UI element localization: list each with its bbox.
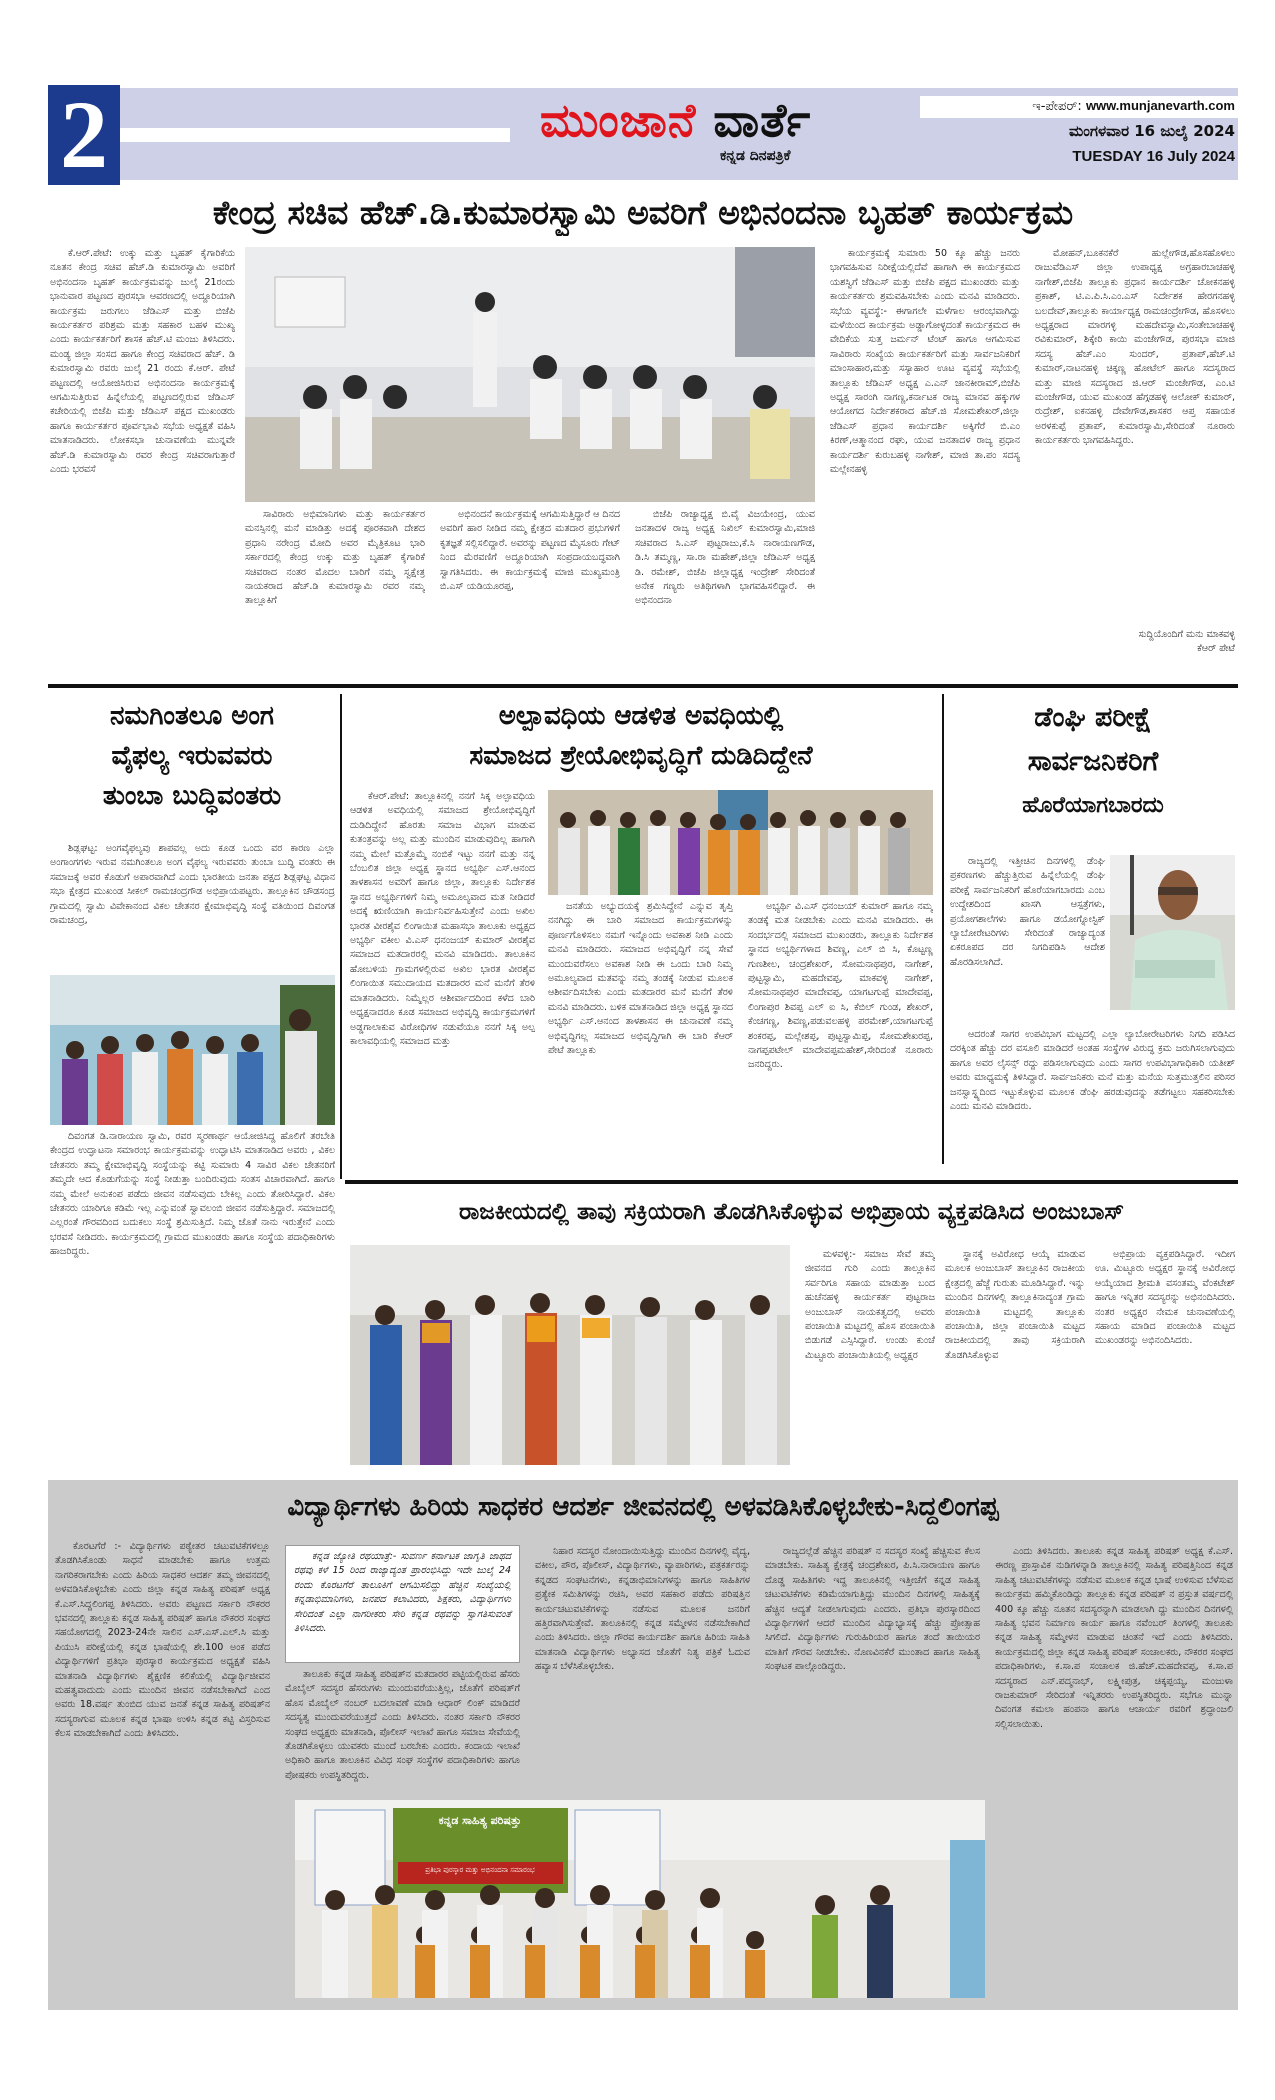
paragraph: ತಾಲೂಕು ಕನ್ನಡ ಸಾಹಿತ್ಯ ಪರಿಷತ್‌ನ ಮತದಾರರ ಪಟ್ಟಿಯಲ್ಲಿರುವ ಹೆಸರು ಮೊಬೈಲ್‌ ಸದಸ್ಯರ ಹೆಸರುಗಳು ಮುಂದುವರೆಯುತ್ತಿಲ್ಲ, ಜೊತೆಗೆ ಪರಿಷತ್‌ಗೆ ಹೊಸ ಮೊಬೈಲ್ ನಂಬರ್ ಬದಲಾವಣೆ ಮಾಡಿ ಆಧಾರ್ ಲಿಂಕ್ ಮಾಡಿದರೆ ಸದಸ್ಯತ್ವ ಮುಂದುವರೆಯುತ್ತದೆ ಎಂದು ತಿಳಿಸಿದರು. ನಂತರ ಸರ್ಕಾರಿ ನೌಕರರ ಸಂಘದ ಅಧ್ಯಕ್ಷರು ಮಾತನಾಡಿ, ಪೊಲೀಸ್ ಇಲಾಖೆ ಹಾಗೂ ಸಮಾಜ ಸೇವೆಯಲ್ಲಿ ತೊಡಗಿಕೊಳ್ಳಲು ಯುವಕರು ಮುಂದೆ ಬರಬೇಕು ಎಂದರು. ಕಂದಾಯ ಇಲಾಖೆ ಅಧಿಕಾರಿ ಹಾಗೂ ತಾಲೂಕಿನ ವಿವಿಧ ಸಂಘ ಸಂಸ್ಥೆಗಳ ಪದಾಧಿಕಾರಿಗಳು ಹಾಗೂ ಪೋಷಕರು ಉಪಸ್ಥಿತರಿದ್ದರು. bbox=[285, 1669, 520, 1781]
epaper-link[interactable] bbox=[1032, 98, 1235, 114]
paragraph: ಮಳವಳ್ಳಿ:- ಸಮಾಜ ಸೇವೆ ತಮ್ಮ ಜೀವನದ ಗುರಿ ಎಂದು ತಾಲ್ಲೂಕಿನ ಸರ್ವರಿಗೂ ಸಹಾಯ ಮಾಡುತ್ತಾ ಬಂದ ಹುಚೆನಹಳ್ಳಿ ಕಾರ್ಯಕರ್ತ ಪುಟ್ಟರಾಜ ಅಂಜುಬಾಸ್ ನಾಯಕತ್ವದಲ್ಲಿ ಅವರು ಪಂಚಾಯಿತಿ ಮಟ್ಟದಲ್ಲಿ ಹೊಸ ಪಂಚಾಯಿತಿ ಬಿಡುಗಡೆ ಎಸ್ಸಿಸಿದ್ದಾರೆ. ಉಂಡು ಕುಂಚೆ ಮಿಟ್ಟೂರು ಪಂಚಾಯಿತಿಯಲ್ಲಿ ಅಧ್ಯಕ್ಷರ bbox=[805, 1249, 935, 1361]
paragraph: ಕೊರಟಗೆರೆ :- ವಿದ್ಯಾರ್ಥಿಗಳು ಪಠ್ಯೇತರ ಚಟುವಟಿಕೆಗಳಲ್ಲೂ ತೊಡಗಿಸಿಕೊಂಡು ಸಾಧನೆ ಮಾಡಬೇಕು ಹಾಗೂ ಉತ್ತಮ ನಾಗರಿಕರಾಗಬೇಕು ಎಂದು ಹಿರಿಯ ಸಾಧಕರ ಆದರ್ಶ ತಮ್ಮ ಜೀವನದಲ್ಲಿ ಅಳವಡಿಸಿಕೊಳ್ಳಬೇಕು ಎಂದು ಜಿಲ್ಲಾ ಕನ್ನಡ ಸಾಹಿತ್ಯ ಪರಿಷತ್ ಅಧ್ಯಕ್ಷ ಕೆ.ಎಸ್.ಸಿದ್ದಲಿಂಗಪ್ಪ ತಿಳಿಸಿದರು. ಅವರು ಪಟ್ಟಣದ ಸರ್ಕಾರಿ ನೌಕರರ ಭವನದಲ್ಲಿ ತಾಲ್ಲೂಕು ಕನ್ನಡ ಸಾಹಿತ್ಯ ಪರಿಷತ್ ಹಾಗೂ ನೌಕರರ ಸಂಘದ ಸಹಯೋಗದಲ್ಲಿ 2023-24ನೇ ಸಾಲಿನ ಎಸ್.ಎಸ್.ಎಲ್.ಸಿ ಮತ್ತು ಪಿಯುಸಿ ಪರೀಕ್ಷೆಯಲ್ಲಿ ಕನ್ನಡ ಭಾಷೆಯಲ್ಲಿ ಶೇ.100 ಅಂಕ ಪಡೆದ ವಿದ್ಯಾರ್ಥಿಗಳಿಗೆ ಪ್ರತಿಭಾ ಪುರಸ್ಕಾರ ಕಾರ್ಯಕ್ರಮದ ಅಧ್ಯಕ್ಷತೆ ವಹಿಸಿ ಮಾತನಾಡಿ ವಿದ್ಯಾರ್ಥಿಗಳು ಶೈಕ್ಷಣಿಕ ಕಲಿಕೆಯಲ್ಲಿ ವಿದ್ಯಾರ್ಥಿಜೀವನ ಮಹತ್ವವಾದುದು ಎಂದು ಮುಂದಿನ ಜೀವನ ನಡೆಸಬೇಕಾಗಿದೆ ಎಂದ ಅವರು 18.ವರ್ಷ ತುಂಬಿದ ಯುವ ಜನತೆ ಕನ್ನಡ ಸಾಹಿತ್ಯ ಪರಿಷತ್‌ನ ಸದಸ್ಯರಾಗುವ ಮೂಲಕ ಕನ್ನಡ ಭಾಷಾ ಉಳಿಸಿ ಕನ್ನಡ ಕಟ್ಟಿ ವಿಸ್ತರಿಸುವ ಕೆಲಸ ಮಾಡಬೇಕಾಗಿದೆ ಎಂದು ತಿಳಿಸಿದರು. bbox=[55, 1541, 270, 1740]
paragraph: ಶಿಡ್ಲಘಟ್ಟ: ಅಂಗವೈಫಲ್ಯವು ಶಾಪವಲ್ಲ ಅದು ಕೂಡ ಒಂದು ವರ ಕಾರಣ ಎಲ್ಲಾ ಅಂಗಾಂಗಗಳು ಇರುವ ನಮಗಿಂತಲೂ ಅಂಗ ವೈಫಲ್ಯ ಇರುವವರು ತುಂಬಾ ಬುದ್ಧಿ ವಂತರು ಈ ಸಮಾಜಕ್ಕೆ ಅವರ ಕೊಡುಗೆ ಅಪಾರವಾಗಿದೆ ಎಂದು ಭಾರತೀಯ ಜನತಾ ಪಕ್ಷದ ಶಿಡ್ಲಘಟ್ಟ ವಿಧಾನ ಸಭಾ ಕ್ಷೇತ್ರದ ಮುಖಂಡ ಸೀಕಲ್ ರಾಮಚಂದ್ರಗೌಡ ಅಭಿಪ್ರಾಯಪಟ್ಟರು. ತಾಲ್ಲೂಕಿನ ಚೌಡಸಂದ್ರ ಗ್ರಾಮದಲ್ಲಿ ಸ್ವಾಮಿ ವಿವೇಕಾನಂದ ವಿಕಲ ಚೇತನರ ಕ್ಷೇಮಾಭಿವೃದ್ಧಿ ಸಂಸ್ಥೆ ವತಿಯಿಂದ ದಿವಂಗತ ರಾಮಚಂದ್ರ, bbox=[50, 843, 335, 927]
article-kumaraswamy-col6 bbox=[1035, 247, 1235, 625]
paragraph: ರಾಜ್ಯದಲ್ಲಿ ಇತ್ತೀಚಿನ ದಿನಗಳಲ್ಲಿ ಡೆಂಘಿ ಪ್ರಕರಣಗಳು ಹೆಚ್ಚುತ್ತಿರುವ ಹಿನ್ನೆಲೆಯಲ್ಲಿ ಡೆಂಘಿ ಪರೀಕ್ಷೆ ಸಾರ್ವಜನಿಕರಿಗೆ ಹೊರೆಯಾಗಬಾರದು ಎಂಬ ಉದ್ದೇಶದಿಂದ ಖಾಸಗಿ ಆಸ್ಪತ್ರೆಗಳು, ಪ್ರಯೋಗಶಾಲೆಗಳು ಹಾಗೂ ಡಯೋಗ್ನೋಸ್ಟಿಕ್ ಲ್ಯಾಬೋರೇಟರಿಗಳು ಸೇರಿದಂತೆ ರಾಜ್ಯಾದ್ಯಂತ ಏಕರೂಪದ ದರ ನಿಗದಿಪಡಿಸಿ ಆದೇಶ ಹೊರಡಿಸಲಾಗಿದೆ. bbox=[950, 856, 1105, 968]
photo-anjubhas-felicitation bbox=[350, 1245, 790, 1465]
headline-dengue bbox=[948, 696, 1238, 828]
article-kumaraswamy-col4 bbox=[635, 508, 815, 658]
paragraph: ನಿಹಾರ ಸದಸ್ಯರ ನೋಂದಾಯಿಸುತ್ತಿದ್ದು ಮುಂದಿನ ದಿನಗಳಲ್ಲಿ ವೈದ್ಯ, ವಕೀಲ, ಪೌರ, ಪೊಲೀಸ್, ವಿದ್ಯಾರ್ಥಿಗಳು, ವ್ಯಾಪಾರಿಗಳು, ಪತ್ರಕರ್ತರನ್ನು ಕನ್ನಡದ ಸಂಘಟನೆಗಳು, ಕನ್ನಡಾಭಿಮಾನಿಗಳನ್ನು ಹಾಗೂ ಸಾಹಿತಿಗಳ ಪ್ರತ್ಯೇಕ ಸಮಿತಿಗಳನ್ನು ರಚಿಸಿ, ಅವರ ಸಹಕಾರ ಪಡೆದು ಪರಿಷತ್ತಿನ ಕಾರ್ಯಚಟುವಟಿಕೆಗಳನ್ನು ನಡೆಸುವ ಮೂಲಕ ಜನರಿಗೆ ಹತ್ತಿರವಾಗಿಸುತ್ತೇವೆ. ತಾಲೂಕಿನಲ್ಲಿ ಕನ್ನಡ ಸಮ್ಮೇಳನ ನಡೆಸಬೇಕಾಗಿದೆ ಎಂದು ತಿಳಿಸಿದರು. ಜಿಲ್ಲಾ ಗೌರವ ಕಾರ್ಯದರ್ಶಿ ಹಾಗೂ ಹಿರಿಯ ಸಾಹಿತಿ ಮಾತನಾಡಿ ವಿದ್ಯಾರ್ಥಿಗಳು ಅಭ್ಯಾಸದ ಜೊತೆಗೆ ನಿತ್ಯ ಪತ್ರಿಕೆ ಓದುವ ಹವ್ಯಾಸ ಬೆಳೆಸಿಕೊಳ್ಳಬೇಕು. bbox=[535, 1546, 750, 1673]
article-anjubhas-col1 bbox=[805, 1248, 935, 1463]
paragraph: ಸಾವಿರಾರು ಅಭಿಮಾನಿಗಳು ಮತ್ತು ಕಾರ್ಯಕರ್ತರ ಮನಸ್ಸಿನಲ್ಲಿ ಮನೆ ಮಾಡಿತ್ತು ಅದಕ್ಕೆ ಪೂರಕವಾಗಿ ದೇಶದ ಪ್ರಧಾನಿ ನರೇಂದ್ರ ಮೋದಿ ಅವರ ಮೈತ್ರಿಕೂಟ ಭಾರಿ ಸರ್ಕಾರದಲ್ಲಿ ಕೇಂದ್ರ ಉಕ್ಕು ಮತ್ತು ಬೃಹತ್ ಕೈಗಾರಿಕೆ ಸಚಿವರಾದ ನಂತರ ಮೊದಲ ಬಾರಿಗೆ ನಮ್ಮ ಸ್ವಕ್ಷೇತ್ರ ನಾಯಕರಾದ ಹೆಚ್.ಡಿ ಕುಮಾರಸ್ವಾಮಿ ರವರ ನಮ್ಮ ತಾಲ್ಲೂಕಿಗೆ bbox=[245, 509, 425, 607]
article-kumaraswamy-col5 bbox=[830, 247, 1020, 657]
photo-shreyobhivruddhi-group bbox=[548, 790, 933, 895]
byline-name: ಸುದ್ದಿಯೊಂದಿಗೆ ಮನು ಮಾಕವಳ್ಳಿ bbox=[1138, 629, 1235, 640]
headline-line: ವೈಫಲ್ಯ ಇರುವವರು bbox=[111, 741, 273, 771]
paragraph: ಕಾರ್ಯಕ್ರಮಕ್ಕೆ ಸುಮಾರು 50 ಕ್ಕೂ ಹೆಚ್ಚು ಜನರು ಭಾಗವಹಿಸುವ ನಿರೀಕ್ಷೆಯಲ್ಲಿದೆವೆ ಹಾಗಾಗಿ ಈ ಕಾರ್ಯಕ್ರಮದ ಯಶಸ್ವಿಗೆ ಜೆಡಿಎಸ್ ಮತ್ತು ಬಿಜೆಪಿ ಪಕ್ಷದ ಮುಖಂಡರು ಮತ್ತು ಕಾರ್ಯಕರ್ತರು ಶ್ರಮವಹಿಸಬೇಕು ಎಂದು ಮನವಿ ಮಾಡಿದರು. ಸಭೆಯ ವ್ಯವಸ್ಥೆ:- ಈಗಾಗಲೇ ಮಳೆಗಾಲ ಆರಂಭವಾಗಿದ್ದು ಮಳೆಯಿಂದ ಕಾರ್ಯಕ್ರಮ ಅಡ್ಡಾಗೋಳ್ಳದಂತೆ ಕಾರ್ಯಕ್ರಮದ ಈ ವೇದಿಕೆಯ ಸುತ್ತ ಜರ್ಮನ್ ಟೆಂಟ್ ಹಾಗೂ ಆಗಮಿಸುವ ಸಾವಿರಾರು ಸಂಖ್ಯೆಯ ಕಾರ್ಯಕರ್ತರಿಗೆ ಮತ್ತು ಸಾರ್ವಜನಿಕರಿಗೆ ಮಾಂಸಾಹಾರ,ಮತ್ತು ಸಸ್ಯಾಹಾರ ಊಟ ವ್ಯವಸ್ಥೆ ಸಭೆಯಲ್ಲಿ ತಾಲ್ಲೂಕು ಜೆಡಿಎಸ್ ಅಧ್ಯಕ್ಷ ಎ.ಎನ್ ಜಾನಕೀರಾಮ್,ಬಿಜೆಪಿ ಅಧ್ಯಕ್ಷ ಸಾರಂಗಿ ನಾಗಣ್ಣ,ಕರ್ನಾಟಕ ರಾಜ್ಯ ಮಾನವ ಹಕ್ಕುಗಳ ಆಯೋಗದ ನಿರ್ದೇಶಕರಾದ ಹೆಚ್.ಜಿ ಸೋಮಶೇಖರ್,ಜಿಲ್ಲಾ ಜೆಡಿಎಸ್ ಪ್ರಧಾನ ಕಾರ್ಯದರ್ಶಿ ಅಕ್ಕಿಗೆರೆ ಬಿ.ಎಂ ಕಿರಣ್,ಆತ್ಮಾನಂದ ರಘು, ಯುವ ಜನತಾದಳ ರಾಜ್ಯ ಪ್ರಧಾನ ಕಾರ್ಯದರ್ಶಿ ಕುರುಬಹಳ್ಳಿ ನಾಗೇಶ್, ಮಾಜಿ ತಾ.ಪಂ ಸದಸ್ಯ ಮಲ್ಲೇನಹಳ್ಳಿ bbox=[830, 248, 1020, 476]
column-divider bbox=[340, 694, 342, 1179]
banner-title: ಕನ್ನಡ ಸಾಹಿತ್ಯ ಪರಿಷತ್ತು bbox=[438, 1814, 522, 1827]
paragraph: ಕೆ.ಆರ್.ಪೇಟೆ: ಉಕ್ಕು ಮತ್ತು ಬೃಹತ್ ಕೈಗಾರಿಕೆಯ ನೂತನ ಕೇಂದ್ರ ಸಚಿವ ಹೆಚ್.ಡಿ ಕುಮಾರಸ್ವಾಮಿ ಅವರಿಗೆ ಅಭಿನಂದನಾ ಬೃಹತ್ ಕಾರ್ಯಕ್ರಮವನ್ನು ಜುಲೈ 21ರಂದು ಭಾನುವಾರ ಪಟ್ಟಣದ ಪುರಸಭಾ ಆವರಣದಲ್ಲಿ ಅದ್ದೂರಿಯಾಗಿ ಕಾರ್ಯಕ್ರಮ ಜರುಗಲು ಜೆಡಿಎಸ್ ಮತ್ತು ಬಿಜೆಪಿ ಕಾರ್ಯಕರ್ತರ ಪರಿಶ್ರಮ ಮತ್ತು ಸಹಕಾರ ಬಹಳ ಮುಖ್ಯ ಎಂದು ಕಾರ್ಯಕರ್ತರಿಗೆ ಶಾಸಕ ಹೆಚ್.ಟಿ ಮಂಜು ತಿಳಿಸಿದರು. ಮಂಡ್ಯ ಜಿಲ್ಲಾ ಸಂಸದ ಹಾಗೂ ಕೇಂದ್ರ ಸಚಿವರಾದ ಹೆಚ್. ಡಿ ಕುಮಾರಸ್ವಾಮಿ ರವರು ಜುಲೈ 21 ರಂದು ಕೆ.ಆರ್. ಪೇಟೆ ಪಟ್ಟಣದಲ್ಲಿ ಆಯೋಜಿಸಿರುವ ಅಭಿನಂದನಾ ಕಾರ್ಯಕ್ರಮಕ್ಕೆ ಆಗಮಿಸುತ್ತಿರುವ ಹಿನ್ನೆಲೆಯಲ್ಲಿ ಪಟ್ಟಣದಲ್ಲಿರುವ ಜೆಡಿಎಸ್ ಕಚೇರಿಯಲ್ಲಿ ಬಿಜೆಪಿ ಮತ್ತು ಜೆಡಿಎಸ್ ಪಕ್ಷದ ಮುಖಂಡರು ಹಾಗೂ ಕಾರ್ಯಕರ್ತರ ಪೂರ್ವಭಾವಿ ಸಭೆಯ ಅಧ್ಯಕ್ಷತೆ ವಹಿಸಿ ಮಾತನಾಡಿದರು. ಲೋಕಸಭಾ ಚುನಾವಣೆಯ ಮುನ್ನವೇ ಹೆಚ್.ಡಿ ಕುಮಾರಸ್ವಾಮಿ ರವರ ಕೇಂದ್ರ ಸಚಿವರಾಗುತ್ತಾರೆ ಎಂದು ಭರವಸೆ bbox=[50, 248, 235, 476]
column-divider bbox=[942, 694, 944, 1164]
paragraph: ಆದರಂತೆ ಸಾಗರ ಉಪವಿಭಾಗ ಮಟ್ಟದಲ್ಲಿ ಎಲ್ಲಾ ಲ್ಯಾಬೋರೇಟರಿಗಳು ನಿಗದಿ ಪಡಿಸಿದ ದರಕ್ಕಿಂತ ಹೆಚ್ಚು ದರ ವಸೂಲಿ ಮಾಡಿದರೆ ಅಂತಹ ಸಂಸ್ಥೆಗಳ ವಿರುದ್ಧ ಕ್ರಮ ಜರುಗಿಸಲಾಗುವುದು ಹಾಗೂ ಅವರ ಲೈಸನ್ಸ್ ರದ್ದು ಪಡಿಸಲಾಗುವುದು ಎಂದು ಸಾಗರ ಉಪವಿಭಾಗಾಧಿಕಾರಿ ಯತೀಶ್ ಅವರು ಮಾಧ್ಯಮಕ್ಕೆ ತಿಳಿಸಿದ್ದಾರೆ. ಸಾರ್ವಜನಿಕರು ಮನೆ ಮತ್ತು ಮನೆಯ ಸುತ್ತಮುತ್ತಲಿನ ಪರಿಸರ ಜನಸ್ವಾಸ್ಥ್ಯದಿಂದ ಇಟ್ಟುಕೊಳ್ಳುವ ಮೂಲಕ ಡೆಂಘಿ ಹರಡುವುದನ್ನು ತಡೆಗಟ್ಟಲು ಸಹಕರಿಸಬೇಕು ಎಂದು ಮನವಿ ಮಾಡಿದರು. bbox=[950, 1029, 1235, 1113]
date-kannada: ಮಂಗಳವಾರ 16 ಜುಲೈ 2024 bbox=[1068, 122, 1235, 140]
headline-siddalingappa: ವಿದ್ಯಾರ್ಥಿಗಳು ಹಿರಿಯ ಸಾಧಕರ ಆದರ್ಶ ಜೀವನದಲ್ಲಿ ಅಳವಡಿಸಿಕೊಳ್ಳಬೇಕು-ಸಿದ್ದಲಿಂಗಪ್ಪ bbox=[287, 1492, 999, 1522]
date-english: TUESDAY 16 July 2024 bbox=[1072, 148, 1235, 165]
section-divider bbox=[48, 684, 1238, 688]
headline-shreyobhivruddhi bbox=[346, 696, 936, 776]
logo-word-varthe: ವಾರ್ತೆ bbox=[713, 93, 812, 147]
paragraph: ಮೋಹನ್,ಬೂಕನಕೆರೆ ಹುಲ್ಲೇಗೌಡ,ಹೊಸಹೊಳಲು ರಾಜುವೆಡಿಎಸ್ ಜಿಲ್ಲಾ ಉಪಾಧ್ಯಕ್ಷ ಅಗ್ರಹಾರಬಾಚಹಳ್ಳಿ ನಾಗೇಶ್,ಬಿಜೆಪಿ ತಾಲ್ಲೂಕು ಪ್ರಧಾನ ಕಾರ್ಯದರ್ಶಿ ಚೋಕನಹಳ್ಳಿ ಪ್ರಕಾಶ್, ಟಿ.ಎ.ಪಿ.ಸಿ.ಎಂ.ಎಸ್ ನಿರ್ದೇಶಕ ಹೇರಗನಹಳ್ಳಿ ಬಲದೇವ್,ತಾಲ್ಲೂಕು ಕಾರ್ಯಾಧ್ಯಕ್ಷ ರಾಮಚಂದ್ರೇಗೌಡ, ಹೊಸಳಲು ಅಧ್ಯಕ್ಷರಾದ ಮಾರಗಳ್ಳಿ ಮಹದೇವಸ್ವಾಮಿ,ಸಂತೇಬಾಚಹಳ್ಳಿ ರವಿಕುಮಾರ್, ಶಿಕ್ಕೇರಿ ಕಾಯಿ ಮಂಜೇಗೌಡ, ಪುರಸಭಾ ಮಾಜಿ ಸದಸ್ಯ ಹೆಚ್.ಎಂ ಸುಂದರ್, ಪ್ರತಾಪ್,ಹೆಚ್.ಟಿ ಕುಮಾರ್,ನಾಟನಹಳ್ಳಿ ಚಿಕ್ಕಣ್ಣ ಹೋಟೆಲ್ ಹಾಗೂ ಸದಸ್ಯರಾದ ಮತ್ತು ಮಾಜಿ ಸದಸ್ಯರಾದ ಜಿ.ಆರ್ ಮಂಜೇಗೌಡ, ಎಂ.ಟಿ ಮಂಜೇಗೌಡ, ಯುವ ಮುಖಂಡ ಹೆಗ್ಗಡಹಳ್ಳಿ ಆಲೋಕ್ ಕುಮಾರ್, ರುದ್ರೇಶ್, ಐಕನಹಳ್ಳಿ ದೇವೇಗೌಡ,ಶಾಸಕರ ಆಪ್ತ ಸಹಾಯಕ ಅರಳಕುಪ್ಪೆ ಪ್ರತಾಪ್, ಕುಮಾರಸ್ವಾಮಿ,ಸೇರಿದಂತೆ ನೂರಾರು ಕಾರ್ಯಕರ್ತರು ಭಾಗವಹಿಸಿದ್ದರು. bbox=[1035, 248, 1235, 447]
section-divider bbox=[345, 1180, 1238, 1184]
paragraph: ಜನತೆಯ ಅಭ್ಯುದಯಕ್ಕೆ ಶ್ರಮಿಸಿದ್ದೇನೆ ಎನ್ನುವ ತೃಪ್ತಿ ನನಗಿದ್ದು ಈ ಬಾರಿ ಸಮಾಜದ ಕಾರ್ಯಕ್ರಮಗಳನ್ನು ಪೂರ್ಣಗೊಳಿಸಲು ನಮಗೆ ಇನ್ನೊಂದು ಅವಕಾಶ ನೀಡಿ ಎಂದು ಮನವಿ ಮಾಡಿದರು. ಸಮಾಜದ ಅಭಿವೃದ್ಧಿಗೆ ನನ್ನ ಸೇವೆ ಮುಂದುವರೆಸಲು ಅವಕಾಶ ನೀಡಿ ಈ ಒಂದು ಬಾರಿ ನಿಮ್ಮ ಅಮೂಲ್ಯವಾದ ಮತವನ್ನು ನಮ್ಮ ತಂಡಕ್ಕೆ ನೀಡುವ ಮೂಲಕ ಆಶೀರ್ವದಿಸಬೇಕು ಎಂದು ಮತದಾರರ ಮನೆ ಮನೆಗೆ ತೆರಳಿ ಮನವಿ ಮಾಡಿದರು. ಬಳಿಕ ಮಾತನಾಡಿದ ಜಿಲ್ಲಾ ಅಧ್ಯಕ್ಷ ಸ್ಥಾನದ ಅಭ್ಯರ್ಥಿ ಎಸ್.ಆನಂದ ತಾಳಶಾಸನ ಈ ಚುನಾವಣೆ ನಮ್ಮ ಅಭಿವೃದ್ಧಿಗಲ್ಲ ಸಮಾಜದ ಅಭಿವೃದ್ಧಿಗಾಗಿ ಈ ಬಾರಿ ಕೆಆರ್ ಪೇಟೆ ತಾಲ್ಲೂಕು bbox=[548, 901, 733, 1057]
article-siddalingappa-col2 bbox=[285, 1668, 520, 1794]
article-dengue-body bbox=[950, 1028, 1235, 1158]
paragraph: ದಿವಂಗತ ಡಿ.ನಾರಾಯಣ ಸ್ವಾಮಿ, ರವರ ಸ್ಮರಣಾರ್ಥ ಆಯೋಜಿಸಿದ್ದ ಹೊಲಿಗೆ ತರಬೇತಿ ಕೇಂದ್ರದ ಉದ್ಘಾಟನಾ ಸಮಾರಂಭ ಕಾರ್ಯಕ್ರಮವನ್ನು ಉದ್ಘಾಟಿಸಿ ಮಾತನಾಡಿದ ಅವರು , ವಿಕಲ ಚೇತನರು ತಮ್ಮ ಕ್ಷೇಮಾಭಿವೃದ್ಧಿ ಸಂಸ್ಥೆಯನ್ನು ಕಟ್ಟಿ ಸುಮಾರು 4 ಸಾವಿರ ವಿಕಲ ಚೇತನರಿಗೆ ತಮ್ಮದೇ ಆದ ಕೊಡುಗೆಯನ್ನು ಸಂಸ್ಥೆ ನೀಡುತ್ತಾ ಬಂದಿರುವುದು ಸಂತಸ ವಿಚಾರವಾಗಿದೆ. ಹಾಗೂ ನಮ್ಮ ಮೇಲೆ ಅನುಕಂಪ ಪಡೆದು ಜೀವನ ನಡೆಸುವುದು ಬೇಕಿಲ್ಲ ಎಂದು ತೋರಿಸಿದ್ದಾರೆ. ವಿಕಲ ಚೇತನರು ಯಾರಿಗೂ ಕಡಿಮೆ ಇಲ್ಲ ಎನ್ನುವಂತೆ ಸ್ವಾವಲಂಬಿ ಜೀವನ ನಡೆಸುತ್ತಿದ್ದಾರೆ. ಸಮಾಜದಲ್ಲಿ ಎಲ್ಲರಂತೆ ಗೌರವದಿಂದ ಬದುಕಲು ಸಂಸ್ಥೆ ಶ್ರಮಿಸುತ್ತಿದೆ. ನಿಮ್ಮ ಜೊತೆ ನಾನು ಇರುತ್ತೇನೆ ಎಂದು ಭರವಸೆ ನೀಡಿದರು. ಕಾರ್ಯಕ್ರಮದಲ್ಲಿ ಗ್ರಾಮದ ಮುಖಂಡರು ಹಾಗೂ ಸಂಸ್ಥೆಯ ಪದಾಧಿಕಾರಿಗಳು ಹಾಜರಿದ್ದರು. bbox=[50, 1131, 335, 1258]
article-anjubhas-col2 bbox=[945, 1248, 1085, 1463]
paragraph: ಬಿಜೆಪಿ ರಾಜ್ಯಾಧ್ಯಕ್ಷ ಬಿ.ವೈ ವಿಜಯೇಂದ್ರ, ಯುವ ಜನತಾದಳ ರಾಜ್ಯ ಅಧ್ಯಕ್ಷ ನಿಖಿಲ್ ಕುಮಾರಸ್ವಾಮಿ,ಮಾಜಿ ಸಚಿವರಾದ ಸಿ.ಎಸ್ ಪುಟ್ಟರಾಜು,ಕೆ.ಸಿ ನಾರಾಯಣಗೌಡ, ಡಿ.ಸಿ ತಮ್ಮಣ್ಣ, ಸಾ.ರಾ ಮಹೇಶ್,ಜಿಲ್ಲಾ ಜೆಡಿಎಸ್ ಅಧ್ಯಕ್ಷ ಡಿ. ರಮೇಶ್, ಬಿಜೆಪಿ ಜಿಲ್ಲಾಧ್ಯಕ್ಷ ಇಂದ್ರೇಶ್ ಸೇರಿದಂತೆ ಅನೇಕ ಗಣ್ಯರು ಅತಿಥಿಗಳಾಗಿ ಭಾಗವಹಿಸಲಿದ್ದಾರೆ. ಈ ಅಭಿನಂದನಾ bbox=[635, 509, 815, 607]
paragraph: ಅಭಿಪ್ರಾಯ ವ್ಯಕ್ತಪಡಿಸಿದ್ದಾರೆ. ಇದೀಗ ಊ. ಮಿಟ್ಟೂರು ಅಧ್ಯಕ್ಷರ ಸ್ಥಾನಕ್ಕೆ ಅವಿರೋಧ ಆಯ್ಕೆಯಾದ ಶ್ರೀಮತಿ ವಸಂತಮ್ಮ ವೆಂಕಟೇಶ್ ಹಾಗೂ ಇನ್ನಿತರ ಸದಸ್ಯರನ್ನು ಅಭಿನಂದಿಸಿದರು. ನಂತರ ಅಧ್ಯಕ್ಷರ ನೇಮಕ ಚುನಾವಣೆಯಲ್ಲಿ ಸಹಾಯ ಮಾಡಿದ ಪಂಚಾಯಿತಿ ಮಟ್ಟದ ಮುಖಂಡರನ್ನು ಅಭಿನಂದಿಸಿದರು. bbox=[1095, 1249, 1235, 1347]
paragraph: ಕೆಆರ್.ಪೇಟೆ: ತಾಲ್ಲೂಕಿನಲ್ಲಿ ನನಗೆ ಸಿಕ್ಕ ಅಲ್ಪಾವಧಿಯ ಆಡಳಿತ ಅವಧಿಯಲ್ಲಿ ಸಮಾಜದ ಶ್ರೇಯೋಭಿವೃದ್ಧಿಗೆ ದುಡಿದಿದ್ದೇನೆ ಹೊರತು ಸಮಾಜ ವಿಭಾಗ ಮಾಡುವ ಕುತಂತ್ರವನ್ನು ಅಲ್ಲ ಮತ್ತು ಮುಂದಿನ ಮಾಡುವುದಿಲ್ಲ ಹಾಗಾಗಿ ನಮ್ಮ ಮೇಲೆ ಮತ್ತೊಮ್ಮೆ ನಂಬಿಕೆ ಇಟ್ಟು ನನಗೆ ಮತ್ತು ನನ್ನ ಬೆಂಬಲಿತ ಜಿಲ್ಲಾ ಅಧ್ಯಕ್ಷ ಸ್ಥಾನದ ಅಭ್ಯರ್ಥಿ ಎಸ್.ಆನಂದ ತಾಳಶಾಸನ ಅವರಿಗೆ ಹಾಗೂ ಜಿಲ್ಲಾ, ತಾಲ್ಲೂಕು ನಿರ್ದೇಶಕ ಸ್ಥಾನದ ಅಭ್ಯರ್ಥಿಗಳಿಗೆ ನಿಮ್ಮ ಅಮೂಲ್ಯವಾದ ಮತ ನೀಡಿದರೆ ಅದಕ್ಕೆ ಋಣಿಯಾಗಿ ಕಾರ್ಯನಿರ್ವಹಿಸುತ್ತೇನೆ ಎಂದು ಅಖಿಲ ಭಾರತ ವೀರಶೈವ ಲಿಂಗಾಯಿತ ಮಹಾಸಭಾ ತಾಲೂಕು ಅಧ್ಯಕ್ಷದ ಅಭ್ಯರ್ಥಿ ವಕೀಲ ವಿ.ಎಸ್ ಧನಂಜಯ್ ಕುಮಾರ್ ವೀರಶೈವ ಸಮಾಜದ ಮತದಾರರಲ್ಲಿ ಮನವಿ ಮಾಡಿದರು. ತಾಲೂಕಿನ ಹೋಬಳಿಯ ಗ್ರಾಮಗಳಲ್ಲಿರುವ ಅಖಿಲ ಭಾರತ ವೀರಶೈವ ಲಿಂಗಾಯಿತ ಸಮುದಾಯದ ಮತದಾರರ ಮನೆ ಮನೆಗೆ ತೆರಳಿ ಮಾತನಾಡಿದರು. ನಿಮ್ಮೆಲ್ಲರ ಆಶೀರ್ವಾದದಿಂದ ಕಳೆದ ಬಾರಿ ಅಧ್ಯಕ್ಷನಾದರೂ ಕೂಡ ಸಮಾಜದ ಅಭಿವೃದ್ಧಿ ಕಾರ್ಯಕ್ರಮಗಳಿಗೆ ಅಡ್ಡಗಾಲಾಕುವ ವಿರೋಧಿಗಳ ನಡುವೆಯೂ ನನಗೆ ಸಿಕ್ಕ ಅಲ್ಪ ಕಾಲಾವಧಿಯಲ್ಲಿ ಸಮಾಜದ ಮತ್ತು bbox=[350, 791, 535, 1047]
paragraph: ರಾಜ್ಯದಲ್ಲೆಡೆ ಹೆಚ್ಚಿನ ಪರಿಷತ್ ನ ಸದಸ್ಯರ ಸಂಖ್ಯೆ ಹೆಚ್ಚಿಸುವ ಕೆಲಸ ಮಾಡಬೇಕು. ಸಾಹಿತ್ಯ ಕ್ಷೇತ್ರಕ್ಕೆ ಚಂದ್ರಶೇಖರ, ಪಿ.ಸಿ.ನಾರಾಯಣ ಹಾಗೂ ದೊಡ್ಡ ಸಾಹಿತಿಗಳು ಇದ್ದ ತಾಲೂಕಿನಲ್ಲಿ ಇತ್ತೀಚೆಗೆ ಕನ್ನಡ ಸಾಹಿತ್ಯ ಚಟುವಟಿಕೆಗಳು ಕಡಿಮೆಯಾಗುತ್ತಿದ್ದು ಮುಂದಿನ ದಿನಗಳಲ್ಲಿ ಸಾಹಿತ್ಯಕ್ಕೆ ಹೆಚ್ಚಿನ ಆದ್ಯತೆ ನೀಡಲಾಗುವುದು ಎಂದರು. ಪ್ರತಿಭಾ ಪುರಸ್ಕಾರದಿಂದ ವಿದ್ಯಾರ್ಥಿಗಳಿಗೆ ಆದರೆ ಮುಂದಿನ ವಿದ್ಯಾಭ್ಯಾಸಕ್ಕೆ ಹೆಚ್ಚು ಪ್ರೋತ್ಸಾಹ ಸಿಗಲಿದೆ. ವಿದ್ಯಾರ್ಥಿಗಳು ಗುರುಹಿರಿಯರ ಹಾಗೂ ತಂದೆ ತಾಯಿಯರ ಮಾತಿಗೆ ಗೌರವ ನೀಡಬೇಕು. ನೊಣವಿನಕೆರೆ ಮುಂತಾದ ಹಾಗೂ ಸಾಹಿತ್ಯ ಸಂಘಟಕ ಪಾಲ್ಗೊಂಡಿದ್ದರು. bbox=[765, 1546, 980, 1673]
paragraph: ಕನ್ನಡ ಜ್ಯೋತಿ ರಥಯಾತ್ರೆ:- ಸುವರ್ಣ ಕರ್ನಾಟಕ ಜಾಗೃತಿ ಜಾಥದ ರಥವು ಕಳೆ 15 ರಿಂದ ರಾಜ್ಯಾದ್ಯಂತ ಪ್ರಾರಂಭಿಸಿದ್ದು ಇದೇ ಜುಲೈ 24 ರಂದು ಕೊರಟಗೆರೆ ತಾಲೂಕಿಗೆ ಆಗಮಿಸಲಿದ್ದು ಹೆಚ್ಚಿನ ಸಂಖ್ಯೆಯಲ್ಲಿ ಕನ್ನಡಾಭಿಮಾನಿಗಳು, ಜನಪದ ಕಲಾವಿದರು, ಶಿಕ್ಷಕರು, ವಿದ್ಯಾರ್ಥಿಗಳು ಸೇರಿದಂತೆ ಎಲ್ಲಾ ನಾಗರೀಕರು ಸೇರಿ ಕನ್ನಡ ರಥವನ್ನು ಸ್ವಾಗತಿಸುವಂತೆ ತಿಳಿಸಿದರು. bbox=[294, 1551, 511, 1635]
photo-award-ceremony bbox=[295, 1800, 985, 1998]
article-siddalingappa-col3 bbox=[535, 1545, 750, 1795]
article-shreyobhivruddhi-col2 bbox=[548, 900, 733, 1160]
headline-line: ಸಮಾಜದ ಶ್ರೇಯೋಭಿವೃದ್ಧಿಗೆ ದುಡಿದಿದ್ದೇನೆ bbox=[469, 741, 813, 771]
paragraph: ಅಭ್ಯರ್ಥಿ ವಿ.ಎಸ್ ಧನಂಜಯ್ ಕುಮಾರ್ ಹಾಗೂ ನಮ್ಮ ತಂಡಕ್ಕೆ ಮತ ನೀಡಬೇಕು ಎಂದು ಮನವಿ ಮಾಡಿದರು. ಈ ಸಂದರ್ಭದಲ್ಲಿ ಸಮಾಜದ ಮುಖಂಡರು, ತಾಲ್ಲೂಕು ನಿರ್ದೇಶಕ ಸ್ಥಾನದ ಅಭ್ಯರ್ಥಿಗಳಾದ ಶಿವಣ್ಣ, ಎಲ್ ಬಿ ಸಿ, ಕೊಟ್ಟಣ್ಣ ಗುಣಶೀಲ, ಚಂದ್ರಶೇಖರ್, ಸೋಮನಾಥಪುರ, ನಾಗೇಶ್, ಪುಟ್ಟಸ್ವಾಮಿ, ಮಹದೇವಪ್ಪ, ಮಾಕವಳ್ಳಿ ನಾಗೇಶ್, ಸೋಮನಾಥಪುರ ಮಾದೇವಪ್ಪ, ಯಾಗಟಗುಪ್ಪೆ ಮಾದೇವಪ್ಪ, ಲಿಂಗಾಪುರ ಶಿವಪ್ಪ ಎಲ್ ಐ ಸಿ, ಕೆಬಿಲ್ ಗುಂಡ, ಶೇಖರ್, ಕೆಂಚಗಣ್ಣ, ಶಿವಣ್ಣ,ಪಡುವಲಹಳ್ಳಿ ಪರಮೇಶ್,ಯಾಗಟಗುಪ್ಪೆ ಶಂಕರಪ್ಪ, ಮಲ್ಲೇಶಪ್ಪ, ಪುಟ್ಟಸ್ವಾಮಿಪ್ಪ, ಸೋಮಶೇಖರಪ್ಪ, ನಾಗಪ್ಪಪಟೇಲ್ ಮಾದೇವಪ್ಪಮಹೇಶ್,ಸೇರಿದಂತೆ ನೂರಾರು ಜನರಿದ್ದರು. bbox=[748, 901, 933, 1071]
paragraph: ಸ್ಥಾನಕ್ಕೆ ಅವಿರೋಧ ಆಯ್ಕೆ ಮಾಡುವ ಮೂಲಕ ಅಂಜುಬಾಸ್ ತಾಲ್ಲೂಕಿನ ರಾಜಕೀಯ ಕ್ಷೇತ್ರದಲ್ಲಿ ಹೆಜ್ಜೆ ಗುರುತು ಮೂಡಿಸಿದ್ದಾರೆ. ಇನ್ನು ಮುಂದಿನ ದಿನಗಳಲ್ಲಿ ತಾಲ್ಲೂಕಿನಾದ್ಯಂತ ಗ್ರಾಮ ಪಂಚಾಯಿತಿ ಮಟ್ಟದಲ್ಲಿ ತಾಲ್ಲೂಕು ಪಂಚಾಯಿತಿ, ಜಿಲ್ಲಾ ಪಂಚಾಯಿತಿ ಮಟ್ಟದ ರಾಜಕೀಯದಲ್ಲಿ ತಾವು ಸಕ್ರಿಯರಾಗಿ ತೊಡಗಿಸಿಕೊಳ್ಳುವ bbox=[945, 1249, 1085, 1361]
headline-disabled bbox=[48, 696, 336, 816]
headline-anjubhas: ರಾಜಕೀಯದಲ್ಲಿ ತಾವು ಸಕ್ರಿಯರಾಗಿ ತೊಡಗಿಸಿಕೊಳ್ಳುವ ಅಭಿಪ್ರಾಯ ವ್ಯಕ್ತಪಡಿಸಿದ ಅಂಜುಬಾಸ್ bbox=[458, 1199, 1125, 1225]
headline-line: ಸಾರ್ವಜನಿಕರಿಗೆ bbox=[1027, 746, 1159, 777]
article-siddalingappa-col1 bbox=[55, 1540, 270, 2005]
epaper-label: ಇ-ಪೇಪರ್: bbox=[1032, 99, 1082, 114]
headline-line: ತುಂಬಾ ಬುದ್ಧಿವಂತರು bbox=[102, 781, 282, 811]
headline-line: ಅಲ್ಪಾವಧಿಯ ಆಡಳಿತ ಅವಧಿಯಲ್ಲಿ bbox=[498, 701, 784, 731]
paragraph: ಎಂದು ತಿಳಿಸಿದರು. ತಾಲೂಕು ಕನ್ನಡ ಸಾಹಿತ್ಯ ಪರಿಷತ್ ಅಧ್ಯಕ್ಷ ಕೆ.ಎಸ್. ಈರಣ್ಣ ಪ್ರಾಸ್ತಾವಿಕ ನುಡಿಗಳನ್ನಾಡಿ ತಾಲ್ಲೂಕಿನಲ್ಲಿ ಸಾಹಿತ್ಯ ಪರಿಷತ್ತಿನಿಂದ ಕನ್ನಡ ಸಾಹಿತ್ಯ ಚಟುವಟಿಕೆಗಳನ್ನು ನಡೆಸುವ ಮೂಲಕ ಕನ್ನಡ ಭಾಷೆ ಉಳಿಸುವ ಬೆಳೆಸುವ ಕಾರ್ಯಕ್ರಮ ಹಮ್ಮಿಕೊಂಡಿದ್ದು ತಾಲ್ಲೂಕು ಕನ್ನಡ ಪರಿಷತ್ ನ ಪ್ರಸ್ತುತ ವರ್ಷದಲ್ಲಿ 400 ಕ್ಕೂ ಹೆಚ್ಚು ನೂತನ ಸದಸ್ಯರನ್ನಾಗಿ ಮಾಡಲಾಗಿ ದ್ದು ಮುಂದಿನ ದಿನಗಳಲ್ಲಿ ಸಾಹಿತ್ಯ ಭವನ ನಿರ್ಮಾಣ ಕಾರ್ಯ ಹಾಗೂ ನವೆಂಬರ್ ತಿಂಗಳಲ್ಲಿ ತಾಲೂಕು ಕನ್ನಡ ಸಾಹಿತ್ಯ ಸಮ್ಮೇಳನ ಮಾಡುವ ಚಿಂತನೆ ಇದೆ ಎಂದು ತಿಳಿಸಿದರು. ಕಾರ್ಯಕ್ರಮದಲ್ಲಿ ಜಿಲ್ಲಾ ಕನ್ನಡ ಸಾಹಿತ್ಯ ಪರಿಷತ್ ಸಂಚಾಲಕರು, ನೌಕರರ ಸಂಘದ ಪದಾಧಿಕಾರಿಗಳು, ಕ.ಸಾ.ಪ ಸಂಚಾಲಕ ಜಿ.ಹೆಚ್.ಮಹದೇವಪ್ಪ, ಕ.ಸಾ.ಪ ಸದಸ್ಯರಾದ ಎನ್.ಪದ್ಮನಾಭ್, ಲಕ್ಷ್ಮೀಪುತ್ರ, ಚಿಕ್ಕಪ್ಪಯ್ಯ, ಮಂಜುಳಾ ರಾಜಕುಮಾರ್ ಸೇರಿದಂತೆ ಇನ್ನಿತರರು ಉಪಸ್ಥಿತರಿದ್ದರು. ಸಭೆಗೂ ಮುನ್ನಾ ದಿವಂಗತ ಕಮಲಾ ಹಂಪನಾ ಹಾಗೂ ಆಚಾರ್ಯ ರವರಿಗೆ ಶ್ರದ್ಧಾಂಜಲಿ ಸಲ್ಲಿಸಲಾಯಿತು. bbox=[995, 1546, 1233, 1730]
article-kumaraswamy-col3 bbox=[440, 508, 620, 658]
article-shreyobhivruddhi-col1 bbox=[350, 790, 535, 1160]
photo-meeting bbox=[245, 247, 815, 502]
article-byline bbox=[1035, 628, 1235, 656]
logo-word-munjane: ಮುಂಜಾನೆ bbox=[540, 93, 697, 147]
banner-subtitle: ಪ್ರತಿಭಾ ಪುರಸ್ಕಾರ ಮತ್ತು ಅಭಿನಂದನಾ ಸಮಾರಂಭ bbox=[425, 1866, 535, 1874]
article-disabled-intro bbox=[50, 842, 335, 972]
headline-line: ನಮಗಿಂತಲೂ ಅಂಗ bbox=[110, 701, 274, 731]
article-shreyobhivruddhi-col3 bbox=[748, 900, 933, 1160]
article-kumaraswamy-col1 bbox=[50, 247, 235, 657]
article-siddalingappa-col4 bbox=[765, 1545, 980, 1795]
article-siddalingappa-col5 bbox=[995, 1545, 1233, 2005]
newspaper-logo bbox=[540, 92, 811, 148]
article-kumaraswamy-col2 bbox=[245, 508, 425, 658]
photo-disabled-event bbox=[50, 975, 335, 1125]
page-number: 2 bbox=[48, 85, 120, 185]
headline-kumaraswamy: ಕೇಂದ್ರ ಸಚಿವ ಹೆಚ್.ಡಿ.ಕುಮಾರಸ್ವಾಮಿ ಅವರಿಗೆ ಅಭಿನಂದನಾ ಬೃಹತ್ ಕಾರ್ಯಕ್ರಮ bbox=[212, 193, 1074, 232]
photo-official-portrait bbox=[1110, 855, 1235, 1010]
byline-place: ಕೆಆರ್ ಪೇಟೆ bbox=[1197, 643, 1235, 654]
masthead-white-strip bbox=[120, 128, 510, 142]
paragraph: ಅಭಿನಂದನೆ ಕಾರ್ಯಕ್ರಮಕ್ಕೆ ಆಗಮಿಸುತ್ತಿದ್ದಾರೆ ಆ ದಿನದ ಅವರಿಗೆ ಹಾರ ನೀಡಿದ ನಮ್ಮ ಕ್ಷೇತ್ರದ ಮತದಾರ ಪ್ರಭುಗಳಿಗೆ ಕೃತಜ್ಞತೆ ಸಲ್ಲಿಸಲಿದ್ದಾರೆ. ಅವರನ್ನು ಪಟ್ಟಣದ ಮೈಸೂರು ಗೇಟ್ ನಿಂದ ಮೆರವಣಿಗೆ ಅದ್ದೂರಿಯಾಗಿ ಸಂಪ್ರದಾಯಬದ್ಧವಾಗಿ ಸ್ವಾಗತಿಸಿದರು. ಈ ಕಾರ್ಯಕ್ರಮಕ್ಕೆ ಮಾಜಿ ಮುಖ್ಯಮಂತ್ರಿ ಬಿ.ಎಸ್ ಯಡಿಯೂರಪ್ಪ, bbox=[440, 509, 620, 593]
article-dengue-intro bbox=[950, 855, 1105, 1025]
article-anjubhas-col3 bbox=[1095, 1248, 1235, 1463]
newspaper-tagline: ಕನ್ನಡ ದಿನಪತ್ರಿಕೆ bbox=[720, 148, 791, 164]
article-disabled-body bbox=[50, 1130, 335, 1475]
headline-line: ಡೆಂಘಿ ಪರೀಕ್ಷೆ bbox=[1034, 702, 1152, 733]
website-url[interactable]: www.munjanevarth.com bbox=[1085, 98, 1235, 113]
headline-line: ಹೊರೆಯಾಗಬಾರದು bbox=[1022, 793, 1164, 818]
inset-rathayatre bbox=[285, 1545, 520, 1663]
